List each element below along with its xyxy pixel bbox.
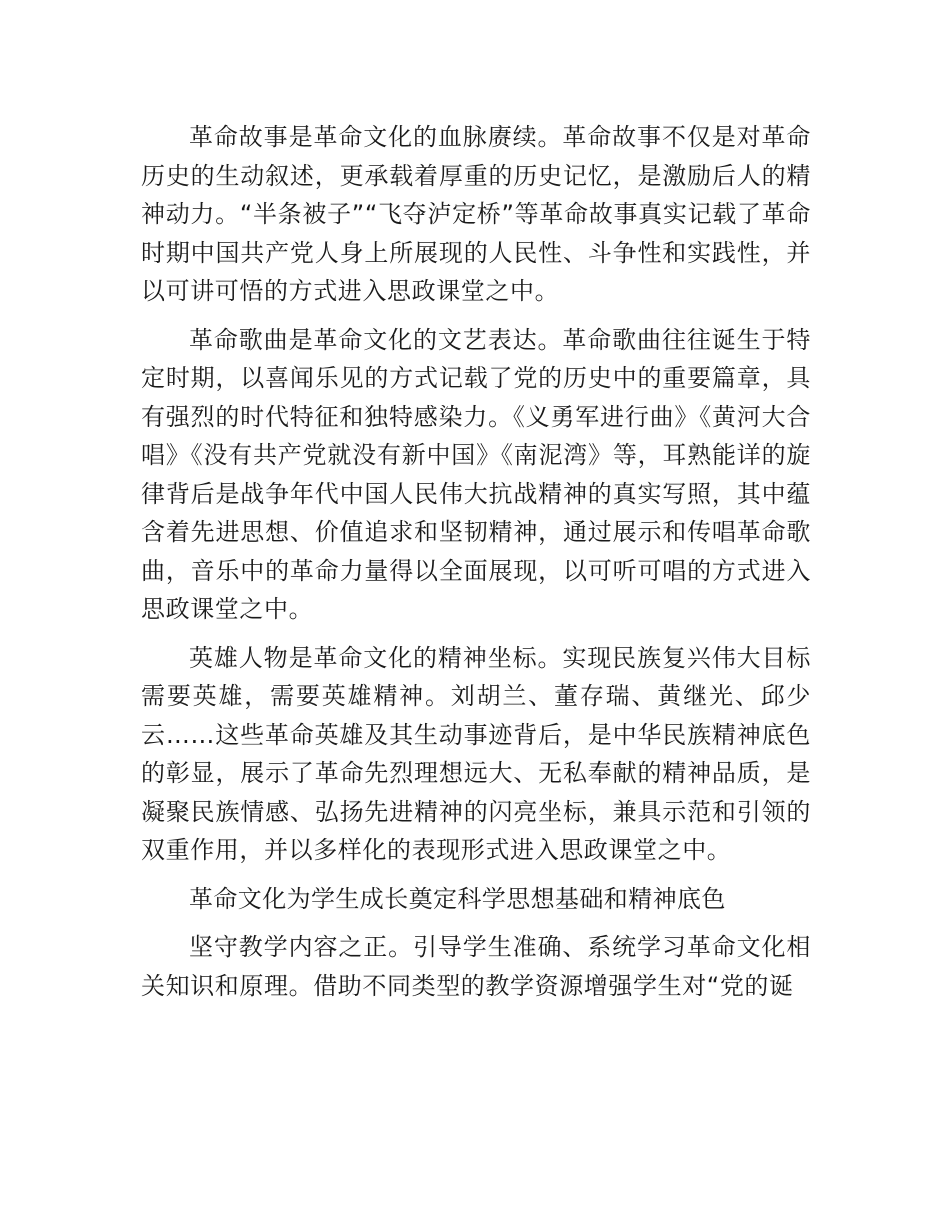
paragraph-revolutionary-songs: 革命歌曲是革命文化的文艺表达。革命歌曲往往诞生于特定时期，以喜闻乐见的方式记载了党的历史中的重要篇章，具有强烈的时代特征和独特感染力。《义勇军进行曲》《黄河大合唱》《没有共产党就没有新中国》《南泥湾》等，耳熟能详的旋律背后是战争年代中国人民伟大抗战精神的真实写照，其中蕴含着先进思想、价值追求和坚韧精神，通过展示和传唱革命歌曲，音乐中的革命力量得以全面展现，以可听可唱的方式进入思政课堂之中。	[141, 325, 811, 623]
paragraph-heroes: 英雄人物是革命文化的精神坐标。实现民族复兴伟大目标需要英雄，需要英雄精神。刘胡兰、董存瑞、黄继光、邱少云……这些革命英雄及其生动事迹背后，是中华民族精神底色的彰显，展示了革命先烈理想远大、无私奉献的精神品质，是凝聚民族情感、弘扬先进精神的闪亮坐标，兼具示范和引领的双重作用，并以多样化的表现形式进入思政课堂之中。	[141, 643, 811, 864]
paragraph-teaching-content: 坚守教学内容之正。引导学生准确、系统学习革命文化相关知识和原理。借助不同类型的教学资源增强学生对“党的诞	[141, 933, 811, 1000]
section-heading: 革命文化为学生成长奠定科学思想基础和精神底色	[189, 884, 726, 913]
document-page	[141, 118, 811, 1015]
paragraph-revolutionary-stories: 革命故事是革命文化的血脉赓续。革命故事不仅是对革命历史的生动叙述，更承载着厚重的历史记忆，是激励后人的精神动力。“半条被子”“飞夺泸定桥”等革命故事真实记载了革命时期中国共产党人身上所展现的人民性、斗争性和实践性，并以可讲可悟的方式进入思政课堂之中。	[141, 123, 811, 305]
